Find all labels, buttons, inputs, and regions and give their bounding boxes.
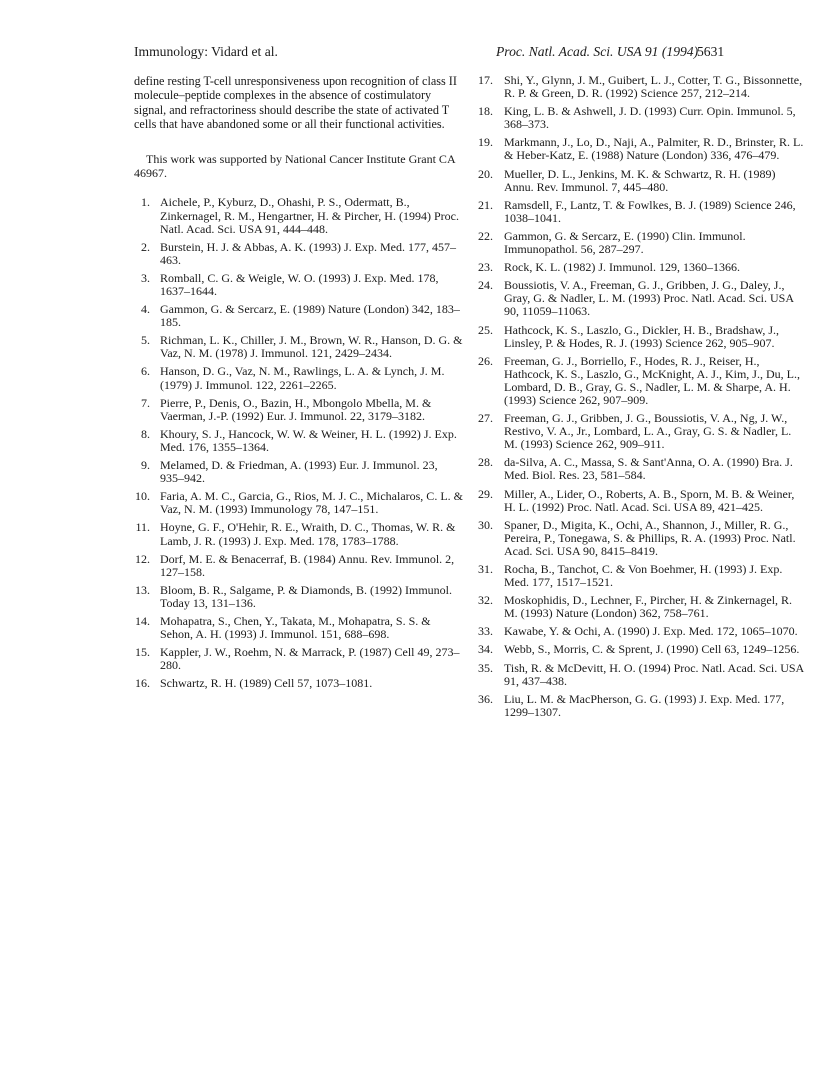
reference-item xyxy=(478,230,806,256)
reference-text: Gammon, G. & Sercarz, E. (1990) Clin. Immunol. Immunopathol. 56, 287–297. xyxy=(504,228,746,257)
reference-item xyxy=(134,521,464,547)
reference-text: Pierre, P., Denis, O., Bazin, H., Mbongolo Mbella, M. & Vaerman, J.-P. (1992) Eur. J. Immunol. 22, 3179–3182. xyxy=(160,395,432,423)
reference-number: 7. xyxy=(141,395,150,410)
reference-item xyxy=(478,355,806,407)
reference-text: Khoury, S. J., Hancock, W. W. & Weiner, H. L. (1992) J. Exp. Med. 176, 1355–1364. xyxy=(160,426,457,454)
reference-text: Faria, A. M. C., Garcia, G., Rios, M. J. C., Michalaros, C. L. & Vaz, N. M. (1993) Immunology 78, 147–151. xyxy=(160,489,463,517)
reference-text: Hoyne, G. F., O'Hehir, R. E., Wraith, D. C., Thomas, W. R. & Lamb, J. R. (1993) J. Exp. Med. 178, 1783–1788. xyxy=(160,520,456,548)
reference-number: 29. xyxy=(478,486,493,501)
reference-text: Rocha, B., Tanchot, C. & Von Boehmer, H. (1993) J. Exp. Med. 177, 1517–1521. xyxy=(504,562,783,590)
reference-text: Freeman, G. J., Borriello, F., Hodes, R. J., Reiser, H., Hathcock, K. S., Laszlo, G., McKnight, A. J., Kim, J., Du, L., Lombard, D. B., Gray, G. S., Nadler, L. M. & Sharpe, A. H. (1993) Science 262, 907–909. xyxy=(504,353,800,407)
reference-item xyxy=(478,594,806,620)
reference-number: 27. xyxy=(478,411,493,426)
reference-item xyxy=(134,303,464,329)
reference-item xyxy=(478,279,806,318)
reference-text: Miller, A., Lider, O., Roberts, A. B., Sporn, M. B. & Weiner, H. L. (1992) Proc. Natl. Acad. Sci. USA 89, 421–425. xyxy=(504,486,795,514)
reference-number: 14. xyxy=(135,613,150,628)
reference-item xyxy=(134,553,464,579)
reference-item xyxy=(134,196,464,235)
reference-number: 24. xyxy=(478,278,493,293)
reference-number: 5. xyxy=(141,333,150,348)
reference-item xyxy=(134,677,464,690)
reference-text: Melamed, D. & Friedman, A. (1993) Eur. J. Immunol. 23, 935–942. xyxy=(160,458,438,486)
reference-number: 16. xyxy=(135,676,150,691)
reference-text: Mueller, D. L., Jenkins, M. K. & Schwartz, R. H. (1989) Annu. Rev. Immunol. 7, 445–480. xyxy=(504,166,776,194)
reference-text: Mohapatra, S., Chen, Y., Takata, M., Mohapatra, S. S. & Sehon, A. H. (1993) J. Immunol. 151, 688–698. xyxy=(160,613,431,642)
reference-number: 11. xyxy=(135,520,150,535)
reference-text: Richman, L. K., Chiller, J. M., Brown, W. R., Hanson, D. G. & Vaz, N. M. (1978) J. Immunol. 121, 2429–2434. xyxy=(160,333,463,361)
reference-number: 36. xyxy=(478,691,493,706)
running-head-journal: Proc. Natl. Acad. Sci. USA 91 (1994) xyxy=(496,44,699,59)
reference-number: 12. xyxy=(135,551,150,566)
reference-number: 20. xyxy=(478,166,493,181)
reference-number: 8. xyxy=(141,426,150,441)
reference-number: 17. xyxy=(478,73,493,87)
running-head-left: Immunology: Vidard et al. xyxy=(134,44,278,59)
reference-text: Markmann, J., Lo, D., Naji, A., Palmiter, R. D., Brinster, R. L. & Heber-Katz, E. (1988) Nature (London) 336, 476–479. xyxy=(504,135,804,163)
reference-number: 6. xyxy=(141,364,150,379)
reference-text: Boussiotis, V. A., Freeman, G. J., Gribben, J. G., Daley, J., Gray, G. & Nadler, L. M. (1993) Proc. Natl. Acad. Sci. USA 90, 11059–11063. xyxy=(504,278,794,319)
reference-text: Kawabe, Y. & Ochi, A. (1990) J. Exp. Med. 172, 1065–1070. xyxy=(504,624,798,639)
reference-item xyxy=(478,261,806,274)
reference-item xyxy=(478,324,806,350)
reference-number: 26. xyxy=(478,353,493,368)
reference-text: Kappler, J. W., Roehm, N. & Marrack, P. (1987) Cell 49, 273–280. xyxy=(160,645,460,673)
reference-item xyxy=(478,199,806,225)
reference-item xyxy=(134,490,464,516)
reference-text: Hanson, D. G., Vaz, N. M., Rawlings, L. A. & Lynch, J. M. (1979) J. Immunol. 122, 2261–2265. xyxy=(160,364,445,392)
reference-item xyxy=(478,519,806,558)
reference-number: 13. xyxy=(135,582,150,597)
reference-item xyxy=(478,105,806,131)
reference-text: Burstein, H. J. & Abbas, A. K. (1993) J. Exp. Med. 177, 457–463. xyxy=(160,239,456,267)
reference-list-right xyxy=(478,74,806,719)
reference-text: Gammon, G. & Sercarz, E. (1989) Nature (London) 342, 183–185. xyxy=(160,302,460,330)
reference-item xyxy=(478,643,806,656)
reference-number: 19. xyxy=(478,135,493,150)
reference-item xyxy=(134,272,464,298)
body-paragraph: define resting T-cell unresponsiveness upon recognition of class II molecule–peptide complexes in the absence of costimulatory signal, and refractoriness should describe the state of activated T cells that have abandoned some or all their functional activities. xyxy=(134,74,457,132)
reference-number: 34. xyxy=(478,642,493,657)
reference-text: Schwartz, R. H. (1989) Cell 57, 1073–1081. xyxy=(160,676,373,691)
page-header xyxy=(0,44,816,64)
reference-text: Hathcock, K. S., Laszlo, G., Dickler, H. B., Bradshaw, J., Linsley, P. & Hodes, R. J. (1993) Science 262, 905–907. xyxy=(504,322,780,350)
reference-item xyxy=(134,615,464,641)
reference-number: 33. xyxy=(478,624,493,639)
reference-number: 18. xyxy=(478,104,493,119)
reference-number: 28. xyxy=(478,455,493,470)
acknowledgment: This work was supported by National Cancer Institute Grant CA 46967. xyxy=(134,151,455,181)
reference-text: Spaner, D., Migita, K., Ochi, A., Shannon, J., Miller, R. G., Pereira, P., Tonegawa, S. & Phillips, R. A. (1993) Proc. Natl. Acad. Sci. USA 90, 8415–8419. xyxy=(504,517,796,558)
reference-item xyxy=(478,625,806,638)
reference-item xyxy=(478,456,806,482)
reference-text: Bloom, B. R., Salgame, P. & Diamonds, B. (1992) Immunol. Today 13, 131–136. xyxy=(160,582,453,610)
reference-item xyxy=(478,74,806,100)
reference-number: 35. xyxy=(478,660,493,675)
reference-item xyxy=(134,397,464,423)
reference-item xyxy=(134,365,464,391)
reference-item xyxy=(478,168,806,194)
reference-item xyxy=(478,412,806,451)
reference-number: 15. xyxy=(135,645,150,660)
reference-number: 23. xyxy=(478,260,493,275)
reference-item xyxy=(134,459,464,485)
reference-number: 30. xyxy=(478,517,493,532)
reference-text: da-Silva, A. C., Massa, S. & Sant'Anna, O. A. (1990) Bra. J. Med. Biol. Res. 23, 581–584. xyxy=(504,455,793,483)
reference-number: 4. xyxy=(141,302,150,317)
reference-text: Moskophidis, D., Lechner, F., Pircher, H. & Zinkernagel, R. M. (1993) Nature (London) 362, 758–761. xyxy=(504,593,793,621)
reference-item xyxy=(134,646,464,672)
reference-text: Aichele, P., Kyburz, D., Ohashi, P. S., Odermatt, B., Zinkernagel, R. M., Hengartner, H. & Pircher, H. (1994) Proc. Natl. Acad. Sci. USA 91, 444–448. xyxy=(160,195,459,236)
reference-text: Shi, Y., Glynn, J. M., Guibert, L. J., Cotter, T. G., Bissonnette, R. P. & Green, D. R. (1992) Science 257, 212–214. xyxy=(504,73,803,101)
reference-number: 2. xyxy=(141,239,150,254)
reference-number: 10. xyxy=(135,489,150,504)
left-column xyxy=(134,74,464,695)
reference-text: King, L. B. & Ashwell, J. D. (1993) Curr. Opin. Immunol. 5, 368–373. xyxy=(504,104,796,132)
reference-item xyxy=(134,428,464,454)
reference-number: 1. xyxy=(141,195,150,210)
reference-item xyxy=(478,563,806,589)
reference-text: Romball, C. G. & Weigle, W. O. (1993) J. Exp. Med. 178, 1637–1644. xyxy=(160,270,439,298)
reference-text: Ramsdell, F., Lantz, T. & Fowlkes, B. J. (1989) Science 246, 1038–1041. xyxy=(504,197,796,225)
reference-number: 32. xyxy=(478,593,493,608)
right-column xyxy=(478,74,806,724)
reference-text: Dorf, M. E. & Benacerraf, B. (1984) Annu. Rev. Immunol. 2, 127–158. xyxy=(160,551,455,579)
reference-item xyxy=(478,662,806,688)
reference-text: Liu, L. M. & MacPherson, G. G. (1993) J. Exp. Med. 177, 1299–1307. xyxy=(504,691,785,719)
reference-text: Freeman, G. J., Gribben, J. G., Boussiotis, V. A., Ng, J. W., Restivo, V. A., Jr., Lombard, L. A., Gray, G. S. & Nadler, L. M. (1993) Science 262, 909–911. xyxy=(504,411,792,452)
reference-list-left xyxy=(134,196,464,690)
reference-item xyxy=(478,488,806,514)
reference-item xyxy=(134,241,464,267)
reference-item xyxy=(134,584,464,610)
reference-text: Tish, R. & McDevitt, H. O. (1994) Proc. Natl. Acad. Sci. USA 91, 437–438. xyxy=(504,660,804,688)
reference-item xyxy=(478,693,806,719)
reference-number: 9. xyxy=(141,458,150,473)
reference-text: Webb, S., Morris, C. & Sprent, J. (1990) Cell 63, 1249–1256. xyxy=(504,642,800,657)
page-number: 5631 xyxy=(697,44,725,59)
reference-number: 3. xyxy=(141,270,150,285)
reference-number: 22. xyxy=(478,228,493,243)
reference-number: 21. xyxy=(478,197,493,212)
reference-item xyxy=(134,334,464,360)
reference-number: 25. xyxy=(478,322,493,337)
reference-text: Rock, K. L. (1982) J. Immunol. 129, 1360–1366. xyxy=(504,260,740,275)
reference-number: 31. xyxy=(478,562,493,576)
reference-item xyxy=(478,136,806,162)
